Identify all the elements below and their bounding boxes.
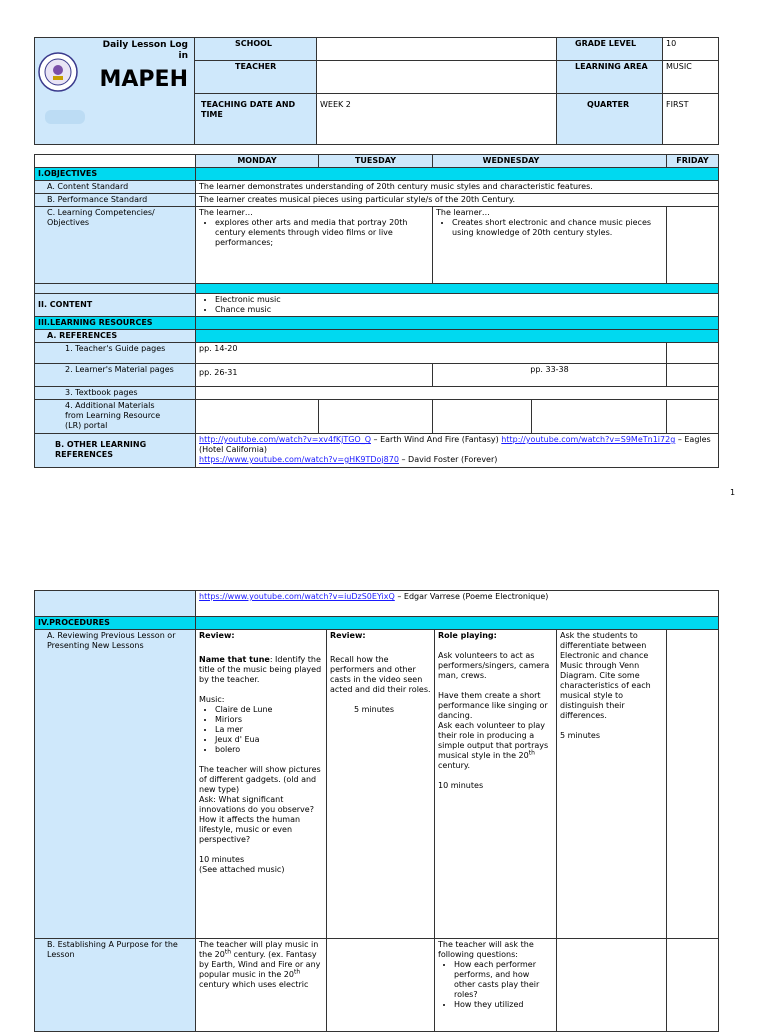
competency-label: C. Learning Competencies/ Objectives xyxy=(35,207,196,284)
header-title-in: in xyxy=(178,51,188,61)
school-label: SCHOOL xyxy=(195,38,317,61)
page-number: 1 xyxy=(730,488,736,497)
teacher-label: TEACHER xyxy=(195,60,317,93)
references-label: A. REFERENCES xyxy=(35,330,196,343)
procedure-a-monday: Review: Name that tune: Identify the title of the music being played by the teacher. Music: • Claire de Lune • Miriors • La mer • Jeux d' Eua • bolero The teacher will show pictures of different gadgets. (old and new type) Ask: What significant innovations do you observe? How it affects the human lifestyle, music or even perspective? 10 minutes (See attached music) xyxy=(196,630,327,939)
procedure-b-monday: The teacher will play music in the 20th century. (ex. Fantasy by Earth, Wind and Fire or any popular music in the 20th century which uses electric xyxy=(196,939,327,1032)
music-item: • bolero xyxy=(215,745,323,755)
tg-label: 1. Teacher's Guide pages xyxy=(35,343,196,364)
header-table xyxy=(34,37,719,145)
lm-value-right: pp. 33-38 xyxy=(433,364,667,387)
question-item: • How they utilized xyxy=(454,1000,553,1010)
procedures-heading: IV.PROCEDURES xyxy=(35,617,196,630)
music-item: • Miriors xyxy=(215,715,323,725)
content-item: • Electronic music xyxy=(215,295,715,305)
area-value[interactable]: MUSIC xyxy=(663,60,719,93)
deped-seal-icon xyxy=(38,52,78,92)
performance-standard-label: B. Performance Standard xyxy=(35,194,196,207)
am-label: 4. Additional Materials from Learning Resource (LR) portal xyxy=(35,400,196,434)
content-standard-text: The learner demonstrates understanding of 20th century music styles and characteristic features. xyxy=(196,181,719,194)
procedure-b-label: B. Establishing A Purpose for the Lesson xyxy=(35,939,196,1032)
procedure-a-tuesday: Review: Recall how the performers and other casts in the video seen acted and did their roles. 5 minutes xyxy=(327,630,435,939)
teacher-value[interactable] xyxy=(317,60,557,93)
music-item: • Claire de Lune xyxy=(215,705,323,715)
day-tuesday: TUESDAY xyxy=(319,155,433,168)
day-wednesday: WEDNESDAY xyxy=(433,155,667,168)
lesson-table-page1 xyxy=(34,154,719,468)
music-item: • La mer xyxy=(215,725,323,735)
procedure-a-thursday: Ask the students to differentiate between Electronic and chance Music through Venn Diagram. Cite some characteristics of each musical style to distinguish their differences. 5 minutes xyxy=(557,630,667,939)
link-david-foster[interactable]: https://www.youtube.com/watch?v=gHK9TDoj870 xyxy=(199,455,399,464)
lesson-table-page2 xyxy=(34,590,719,1032)
tb-label: 3. Textbook pages xyxy=(35,387,196,400)
objectives-heading: I.OBJECTIVES xyxy=(35,168,196,181)
performance-standard-text: The learner creates musical pieces using particular style/s of the 20th Century. xyxy=(196,194,719,207)
resources-heading: III.LEARNING RESOURCES xyxy=(35,317,196,330)
content-standard-label: A. Content Standard xyxy=(35,181,196,194)
day-monday: MONDAY xyxy=(196,155,319,168)
date-value[interactable]: WEEK 2 xyxy=(317,93,557,144)
day-friday: FRIDAY xyxy=(667,155,719,168)
school-value[interactable] xyxy=(317,38,557,61)
competency-right: The learner… • Creates short electronic and chance music pieces using knowledge of 20th century styles. xyxy=(433,207,667,284)
competency-left: The learner… • explores other arts and media that portray 20th century elements through video films or live performances; xyxy=(196,207,433,284)
link-earth-wind-fire[interactable]: http://youtube.com/watch?v=xv4fKjTGO_Q xyxy=(199,435,371,444)
lm-label: 2. Learner's Material pages xyxy=(35,364,196,387)
quarter-label: QUARTER xyxy=(557,93,663,144)
date-label: TEACHING DATE AND TIME xyxy=(195,93,317,144)
grade-label: GRADE LEVEL xyxy=(557,38,663,61)
question-item: • How each performer performs, and how other casts play their roles? xyxy=(454,960,553,1000)
procedure-a-wednesday: Role playing: Ask volunteers to act as performers/singers, camera man, crews. Have them create a short performance like singing or dancing. Ask each volunteer to play their role in producing a simple output that portrays musical style in the 20th century. 10 minutes xyxy=(435,630,557,939)
page2-link-row: https://www.youtube.com/watch?v=iuDzS0EYixQ – Edgar Varrese (Poeme Electronique) xyxy=(196,591,719,617)
content-list xyxy=(196,294,719,317)
blurred-mark xyxy=(45,110,85,124)
other-references-label: B. OTHER LEARNING REFERENCES xyxy=(35,434,196,468)
area-label: LEARNING AREA xyxy=(557,60,663,93)
content-heading: II. CONTENT xyxy=(35,294,196,317)
link-edgar-varese[interactable]: https://www.youtube.com/watch?v=iuDzS0EYixQ xyxy=(199,592,395,601)
competency-right-bullet: • Creates short electronic and chance music pieces using knowledge of 20th century styles. xyxy=(452,218,663,238)
procedure-b-wednesday: The teacher will ask the following questions: • How each performer performs, and how other casts play their roles? • How they utilized xyxy=(435,939,557,1032)
link-eagles[interactable]: http://youtube.com/watch?v=S9MeTn1i72g xyxy=(501,435,676,444)
other-references: http://youtube.com/watch?v=xv4fKjTGO_Q – Earth Wind And Fire (Fantasy) http://youtube.com/watch?v=S9MeTn1i72g – Eagles (Hotel California) https://www.youtube.com/watch?v=gHK9TDoj870 – David Foster (Forever) xyxy=(196,434,719,468)
lm-value-left: pp. 26-31 xyxy=(196,364,433,387)
tg-value: pp. 14-20 xyxy=(196,343,667,364)
procedure-a-label: A. Reviewing Previous Lesson or Presenting New Lessons xyxy=(35,630,196,939)
subject-title: MAPEH xyxy=(99,67,188,92)
grade-value[interactable]: 10 xyxy=(663,38,719,61)
header-logo-cell xyxy=(35,38,195,145)
header-title: Daily Lesson Log xyxy=(102,40,188,50)
music-item: • Jeux d' Eua xyxy=(215,735,323,745)
quarter-value[interactable]: FIRST xyxy=(663,93,719,144)
competency-left-bullet: • explores other arts and media that portray 20th century elements through video films or live performances; xyxy=(215,218,429,248)
content-item: • Chance music xyxy=(215,305,715,315)
